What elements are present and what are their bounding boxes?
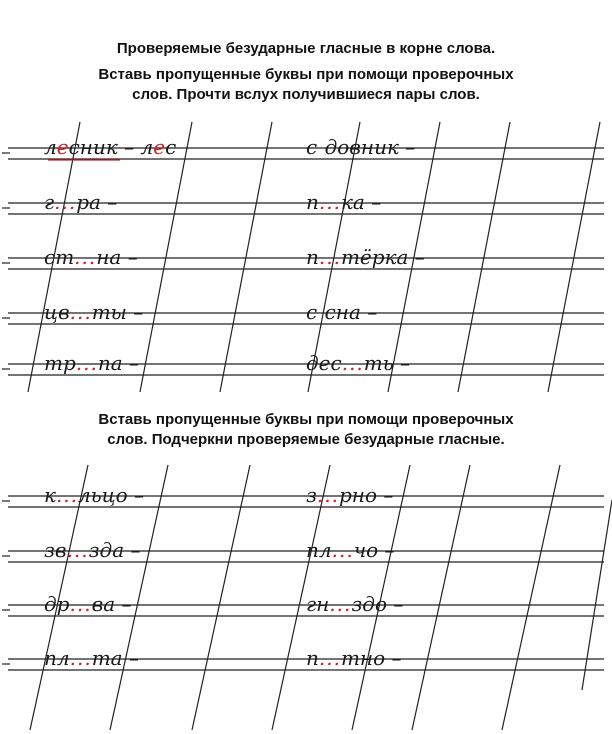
missing-letter-gap[interactable]: ... [329, 592, 352, 616]
word-item: г...ра – [44, 190, 118, 214]
section2-instruction-line1: Вставь пропущенные буквы при помощи проверочных [98, 411, 514, 428]
example-word2-part1: л [140, 135, 154, 159]
missing-letter-gap[interactable]: ... [66, 538, 89, 562]
word-item: з...рно – [306, 483, 394, 507]
missing-letter-gap[interactable]: ... [69, 300, 92, 324]
word-item: с довник – [306, 135, 416, 159]
missing-letter-gap[interactable]: ... [69, 592, 92, 616]
word-item: цв...ты – [44, 300, 144, 324]
word-item: тр...па – [44, 351, 140, 375]
word-item: п...тёрка – [306, 245, 425, 269]
word-item: пл...та – [44, 646, 139, 670]
example-word1-vowel: е [56, 135, 69, 159]
missing-letter-gap[interactable]: ... [318, 245, 341, 269]
word-item: зв...зда – [44, 538, 141, 562]
word-item: с сна – [306, 300, 378, 324]
word-item: п...ка – [306, 190, 382, 214]
example-separator: – [117, 135, 141, 159]
missing-letter-gap[interactable]: ... [75, 351, 98, 375]
missing-letter-gap[interactable]: ... [54, 190, 77, 214]
section1-instruction-line1: Вставь пропущенные буквы при помощи проверочных [98, 66, 514, 83]
word-item: пл...чо – [306, 538, 395, 562]
missing-letter-gap[interactable]: ... [316, 483, 339, 507]
word-item: гн...здо – [306, 592, 404, 616]
word-item: др...ва – [44, 592, 132, 616]
example-word1-part2: сник [68, 135, 118, 159]
missing-letter-gap[interactable]: ... [318, 190, 341, 214]
missing-letter-gap[interactable]: ... [55, 483, 79, 507]
word-item: к...льцо – [44, 483, 145, 507]
missing-letter-gap[interactable]: ... [341, 351, 364, 375]
section2-instruction-line2: слов. Подчеркни проверяемые безударные гласные. [107, 431, 505, 448]
missing-letter-gap[interactable] [317, 300, 324, 324]
missing-letter-gap[interactable]: ... [318, 646, 341, 670]
example-word1-part1: л [44, 135, 57, 159]
example-word2-vowel: е [153, 135, 166, 159]
missing-letter-gap[interactable] [317, 135, 324, 159]
word-item: п...тно – [306, 646, 402, 670]
missing-letter-gap[interactable]: ... [74, 245, 97, 269]
section1-title: Проверяемые безударные гласные в корне слова. [116, 40, 496, 57]
example-pair [44, 135, 176, 159]
missing-letter-gap[interactable]: ... [69, 646, 92, 670]
example-word2-part2: с [165, 135, 177, 159]
missing-letter-gap[interactable]: ... [331, 538, 354, 562]
section1-instruction-line2: слов. Прочти вслух получившиеся пары слов. [132, 86, 480, 103]
word-item: ст...на – [44, 245, 138, 269]
word-item: дес...ть – [306, 351, 411, 375]
